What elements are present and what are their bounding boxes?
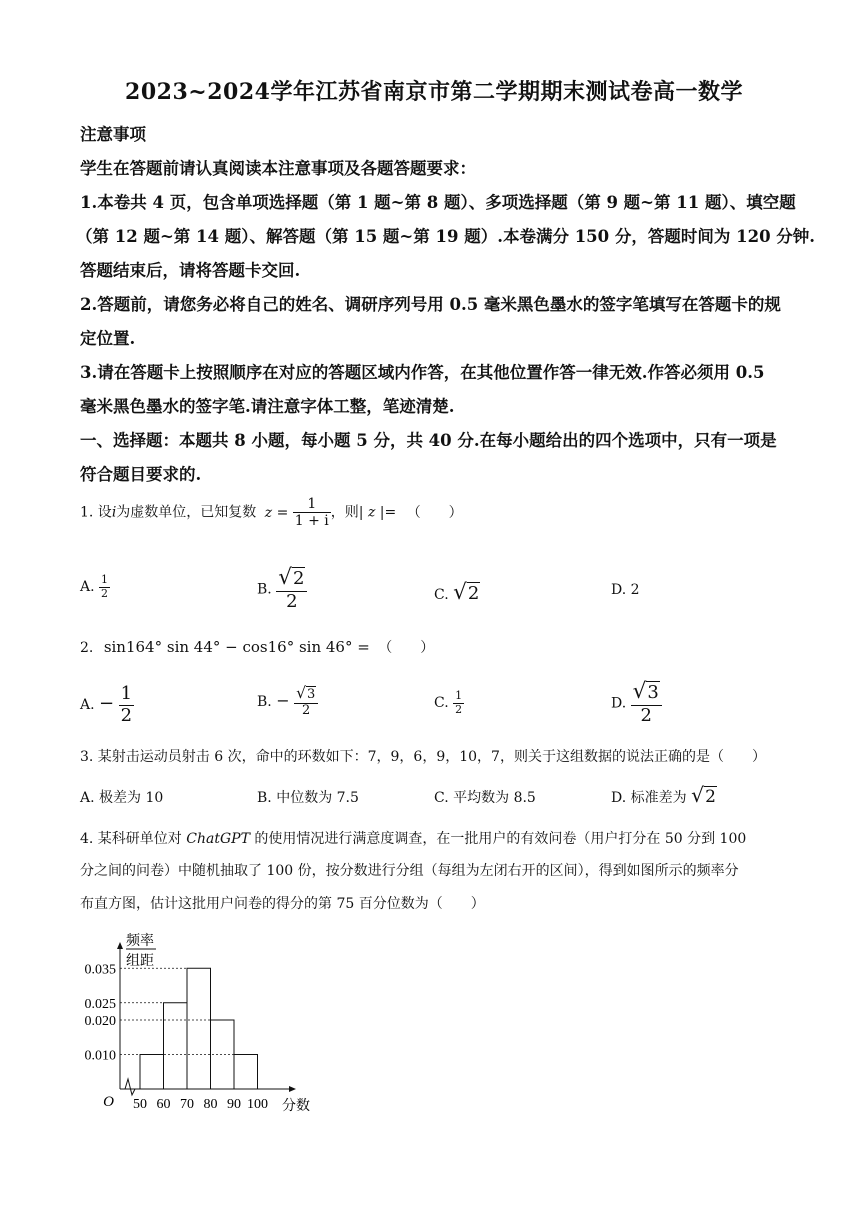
page-title: 2023~2024学年江苏省南京市第二学期期末测试卷高一数学 <box>125 79 743 105</box>
axis-break <box>125 1079 135 1095</box>
q1-stem: 1. 设i为虚数单位，已知复数 z = $\frac{1}{1 + i}$ ，则| z |= （ ） <box>80 496 463 530</box>
q1-option-c: C. √2 <box>434 580 480 605</box>
q1-option-d: D. 2 <box>611 582 640 598</box>
origin-label: O <box>103 1094 114 1110</box>
q4-line1: 4. 某科研单位对 ChatGPT 的使用情况进行满意度调查，在一批用户的有效问卷（用户打分在 50 分到 100 <box>80 831 747 847</box>
notice-intro: 学生在答题前请认真阅读本注意事项及各题答题要求： <box>80 159 476 178</box>
frequency-histogram <box>70 925 340 1120</box>
notice-item3-line1: 3.请在答题卡上按照顺序在对应的答题区域内作答，在其他位置作答一律无效.作答必须用 0.5 <box>80 363 765 382</box>
section1-line2: 符合题目要求的. <box>80 465 202 484</box>
q2-option-c: C. $\frac{1}{2}$ <box>434 689 463 716</box>
section1-line1: 一、选择题：本题共 8 小题，每小题 5 分，共 40 分.在每小题给出的四个选项中，只有一项是 <box>80 431 777 450</box>
notice-item1-line1: 1.本卷共 4 页，包含单项选择题（第 1 题~第 8 题）、多项选择题（第 9 题~第 11 题）、填空题 <box>80 193 796 212</box>
x-tick-label: 100 <box>247 1097 268 1112</box>
q3-option-c: C. 平均数为 8.5 <box>434 790 536 806</box>
q4-line3: 布直方图，估计这批用户问卷的得分的第 75 百分位数为（ ） <box>80 896 485 912</box>
histogram-bar <box>187 968 211 1089</box>
histogram-bar <box>140 1055 164 1090</box>
histogram-bar <box>211 1020 235 1089</box>
y-axis-label-top: 频率 <box>126 934 154 949</box>
notice-item1-line2: （第 12 题~第 14 题）、解答题（第 15 题~第 19 题）.本卷满分 150 分，答题时间为 120 分钟. <box>76 227 816 246</box>
notice-item3-line2: 毫米黑色墨水的签字笔.请注意字体工整，笔迹清楚. <box>80 397 455 416</box>
y-axis-label-bottom: 组距 <box>126 954 154 969</box>
q3-stem: 3. 某射击运动员射击 6 次，命中的环数如下：7，9，6，9，10，7，则关于这组数据的说法正确的是（ ） <box>80 749 766 765</box>
histogram-bar <box>164 1003 188 1089</box>
x-tick-label: 90 <box>227 1097 241 1112</box>
q3-option-a: A. 极差为 10 <box>80 790 164 806</box>
x-tick-label: 80 <box>203 1097 218 1112</box>
y-tick-label: 0.010 <box>84 1048 116 1064</box>
q4-line2: 分之间的问卷）中随机抽取了 100 份，按分数进行分组（每组为左闭右开的区间），得到如图所示的频率分 <box>80 863 739 879</box>
y-tick-label: 0.025 <box>84 996 116 1012</box>
x-tick-label: 50 <box>133 1097 147 1112</box>
q1-fraction: $\frac{1}{1 + i}$ <box>294 496 329 530</box>
notice-item2-line2: 定位置. <box>80 329 136 348</box>
x-tick-label: 70 <box>180 1097 194 1112</box>
q1-option-a: A. $\frac{1}{2}$ <box>80 573 109 600</box>
notice-item1-line3: 答题结束后，请将答题卡交回. <box>80 261 301 280</box>
y-tick-label: 0.035 <box>84 962 116 978</box>
q3-option-d: D. 标准差为 √2 <box>611 783 716 807</box>
y-tick-label: 0.020 <box>84 1014 116 1029</box>
x-tick-label: 60 <box>156 1097 171 1112</box>
q2-stem: 2. sin164° sin 44° − cos16° sin 46° = （ ） <box>80 638 435 656</box>
notice-heading: 注意事项 <box>80 125 146 144</box>
q2-option-a: A. − $\frac{1}{2}$ <box>80 683 133 726</box>
notice-item2-line1: 2.答题前，请您务必将自己的姓名、调研序列号用 0.5 毫米黑色墨水的签字笔填写在答题卡的规 <box>80 295 781 314</box>
x-axis-label: 分数 <box>282 1099 310 1114</box>
q2-option-b: B. − $\frac{√3}{2}$ <box>257 685 318 719</box>
q3-option-b: B. 中位数为 7.5 <box>257 790 359 806</box>
q1-option-b: B. $\frac{√2}{2}$ <box>257 566 307 613</box>
histogram-bar <box>234 1055 258 1090</box>
q2-option-d: D. $\frac{√3}{2}$ <box>611 680 662 727</box>
